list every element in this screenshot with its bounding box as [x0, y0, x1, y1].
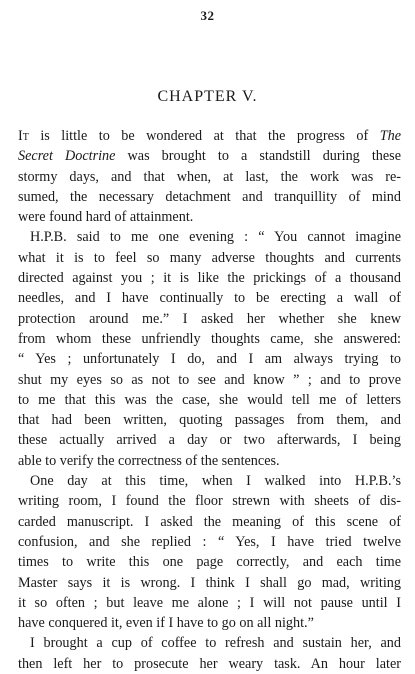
text-segment: it so often ; but leave me alone ; I will not pause until I: [18, 594, 401, 611]
body-text: [18, 126, 401, 674]
paragraph: [18, 471, 401, 633]
text-segment: It: [18, 128, 29, 144]
text-line: [18, 248, 401, 268]
text-line: [18, 370, 401, 390]
text-segment: H.P.B. said to me one evening : “ You cannot imagine: [30, 229, 401, 246]
text-line: [18, 593, 401, 613]
text-segment: to me that this was the case, she would tell me of letters: [18, 391, 401, 408]
text-line: [18, 167, 401, 187]
text-segment: directed against you ; it is like the prickings of a thousand: [18, 270, 401, 287]
text-segment: sumed, the necessary detachment and tranquillity of mind: [18, 188, 401, 205]
text-segment: that had been written, quoting passages from them, and: [18, 412, 401, 429]
text-line: [18, 430, 401, 450]
text-segment: is little to be wondered at that the progress of: [28, 128, 380, 144]
text-segment: writing room, I found the floor strewn with sheets of dis-: [18, 493, 401, 510]
page-number: 32: [200, 8, 215, 23]
text-line: [18, 227, 401, 247]
text-segment: was brought to a standstill during these: [115, 148, 401, 165]
text-segment: One day at this time, when I walked into H.P.B.’s: [30, 473, 401, 490]
paragraph: [18, 126, 401, 227]
text-segment: carded manuscript. I asked the meaning of this scene of: [18, 513, 401, 530]
text-segment: then left her to prosecute her weary task. An hour later: [18, 655, 401, 672]
text-segment: shut my eyes so as not to see and know ” ; and to prove: [18, 371, 401, 388]
paragraph: [18, 227, 401, 471]
text-segment: stormy days, and that when, at last, the work was re-: [18, 168, 401, 185]
text-segment: were found hard of attainment.: [18, 209, 194, 226]
text-segment: confusion, and she replied : “ Yes, I have tried twelve: [18, 533, 401, 550]
text-segment: I brought a cup of coffee to refresh and sustain her, and: [30, 635, 401, 652]
text-line: [18, 207, 401, 227]
text-line: [18, 491, 401, 511]
text-line: [18, 329, 401, 349]
text-segment: able to verify the correctness of the sentences.: [18, 452, 280, 469]
text-line: [18, 512, 401, 532]
text-segment: Master says it is wrong. I think I shall go mad, writing: [18, 574, 401, 591]
text-segment: The: [379, 128, 401, 144]
text-segment: have conquered it, even if I have to go on all night.”: [18, 615, 314, 632]
text-line: [18, 410, 401, 430]
text-line: [18, 573, 401, 593]
text-segment: “ Yes ; unfortunately I do, and I am always trying to: [18, 351, 401, 368]
text-line: [18, 126, 401, 146]
text-segment: Secret Doctrine: [18, 148, 116, 165]
text-line: [18, 633, 401, 653]
text-segment: from whom these unfriendly thoughts came, she answered:: [18, 330, 401, 347]
text-segment: protection around me.” I asked her whether she knew: [18, 310, 401, 327]
text-line: [18, 349, 401, 369]
paragraph: [18, 633, 401, 674]
text-segment: needles, and I have continually to be erecting a wall of: [18, 290, 401, 307]
chapter-heading: CHAPTER V.: [157, 88, 258, 105]
text-line: [18, 187, 401, 207]
text-line: [18, 552, 401, 572]
text-line: [18, 451, 401, 471]
text-line: [18, 288, 401, 308]
text-line: [18, 471, 401, 491]
text-segment: times to write this one page correctly, and each time: [18, 554, 401, 571]
text-line: [18, 309, 401, 329]
text-line: [18, 268, 401, 288]
text-line: [18, 146, 401, 166]
text-line: [18, 613, 401, 633]
text-line: [18, 532, 401, 552]
text-segment: what it is to feel so many adverse thoughts and currents: [18, 249, 401, 266]
text-line: [18, 390, 401, 410]
text-segment: these actually arrived a day or two afterwards, I being: [18, 432, 401, 449]
text-line: [18, 654, 401, 674]
